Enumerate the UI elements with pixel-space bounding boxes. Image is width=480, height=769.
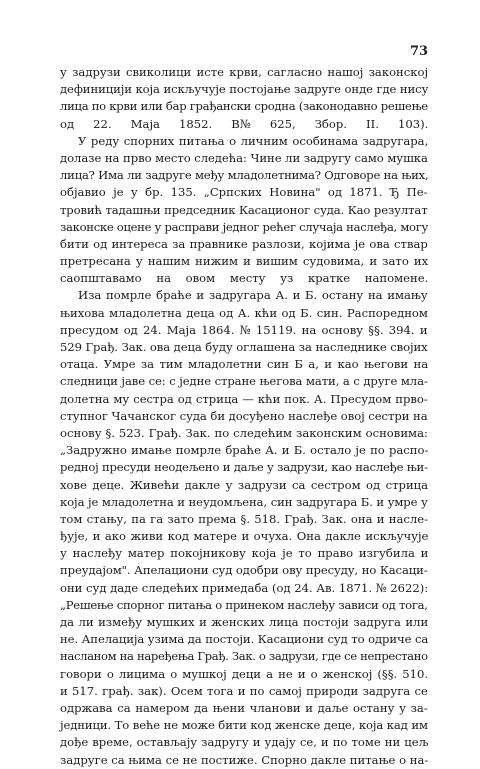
text-line: „Задружно имање помрле браће А. и Б. остало је по распо- (60, 443, 429, 458)
text-line: пресудом од 24. Маја 1864. № 15119. на основу §§. 394. и (60, 322, 428, 337)
text-line: у задрузи свиколици исте крви, сагласно нашој законској (60, 65, 429, 79)
text-line: редној пресуди неодељено и даље у задрузи, као наслеђе њи- (60, 460, 428, 475)
text-line: У реду спорних питања о личним особинама задругара, (78, 133, 429, 148)
text-line: законске оцене у расправи једног рећег случаја наслеђа, могу (60, 219, 429, 234)
text-line: да ли између мушких и женских лица постоји задруга или (60, 615, 429, 629)
text-line: лица? Има ли задруге међу младолетнима? Одговоре на њих, (60, 168, 429, 183)
text-line: и 517. грађ. зак). Осем тога и по самој природи задруга се (60, 683, 428, 698)
text-line: следници јаве се: с једне стране његова мати, а с друге мла- (60, 374, 428, 389)
text-line: 529 Грађ. Зак. ова деца буду оглашена за наследнике својих (60, 340, 428, 354)
text-line: једници. То веће не може бити код женске деце, која кад им (60, 718, 428, 733)
text-line: Иза помрле браће и задругара А. и Б. остану на имању (78, 288, 428, 303)
body-text (60, 64, 428, 769)
text-line: бити од интереса за правнике разлози, којима је ова ствар (60, 236, 428, 251)
text-line: саопштавамо на овом месту уз кратке напомене. (60, 271, 429, 286)
text-line: дође време, остављају задругу и удају се, и по томе ни цељ (60, 735, 429, 750)
text-line: насланом на наређења Грађ. Зак. о задрузи, где се непрестано (60, 649, 428, 664)
text-line: њихова младолетна деца од А. кћи од Б. син. Распоредном (60, 305, 428, 320)
text-line: отаца. Умре за тим младолетни син Б а, и као његови на (60, 357, 429, 372)
text-line: ђује, и ако живи код матере и очуха. Она дакле искључује (60, 529, 429, 544)
text-line: у наслеђу матер покојникову која је то право изгубила и (60, 546, 429, 561)
text-line: „Решење спорног питања о принеком наслеђу зависи од тога, (60, 597, 428, 612)
text-line: они суд даде следећих примедаба (од 24. Ав. 1871. № 2622): (60, 580, 429, 595)
text-line: долазе на прво место следећа: Чине ли задругу само мушка (60, 150, 428, 165)
text-line: не. Апелација узима да постоји. Касациони суд то одриче са (60, 632, 429, 647)
page-number: 73 (410, 44, 429, 59)
text-line: говори о лицима о мушкој деци а не и о женској (§§. 510. (60, 666, 429, 681)
text-line: том стању, па га зато према §. 518. Грађ. Зак. она и насле- (60, 511, 429, 526)
text-line: која је младолетна и неудомљена, син задругара Б. и умре у (60, 494, 428, 509)
text-line: одржава са намером да њени чланови и даље остану у за- (60, 700, 428, 715)
text-line: преудајом". Апелациони суд одобри ову пресуду, но Касаци- (60, 563, 428, 578)
text-line: од 22. Маја 1852. В№ 625, Збор. II. 103). (60, 116, 429, 131)
text-line: долетна му сестра од стрица — кћи пок. А. Пресудом прво- (60, 391, 428, 406)
text-line: претресана у нашим нижим и вишим судовима, и зато их (60, 254, 429, 269)
text-line: тровић тадашњи председник Касационог суда. Као резултат (60, 202, 428, 217)
text-line: лица по крви или бар грађански сродна (законодавно решење (60, 99, 428, 114)
text-line: дефиницији која искључује постојање задруге онде где нису (60, 82, 429, 97)
text-line: основу §. 523. Грађ. Зак. по следећим законским основима: (60, 425, 428, 440)
text-line: задруге са њима се не постиже. Спорно дакле питање о на- (60, 752, 429, 767)
text-line: објавио је у бр. 135. „Српских Новина" од 1871. Ђ Пе- (60, 185, 428, 200)
text-line: ступног Чачанског суда би досуђено наслеђе овој сестри на (60, 408, 428, 423)
text-line: хове деце. Живећи дакле у задрузи са сестром од стрица (60, 477, 429, 492)
